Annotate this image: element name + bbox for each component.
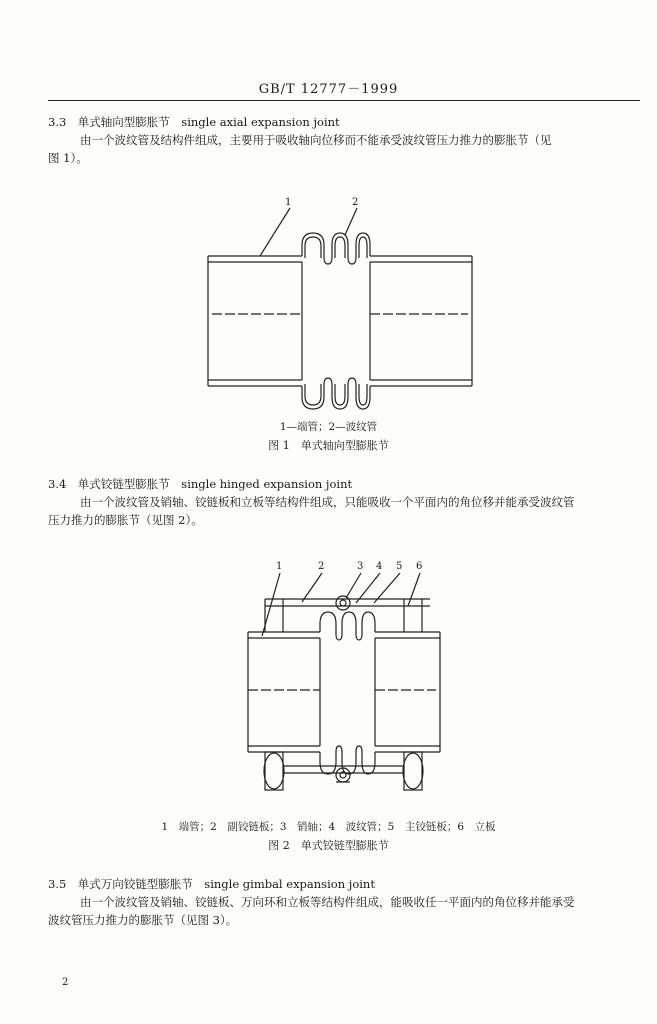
figure-2-callout-4: 4 <box>376 561 383 572</box>
figure-2-callout-1: 1 <box>276 561 283 572</box>
figure-2-legend: 1 端管；2 副铰链板；3 销轴；4 波纹管；5 主铰链板；6 立板 <box>161 821 496 833</box>
section-3-5-body-line2: 波纹管压力推力的膨胀节（见图 3）。 <box>48 913 238 927</box>
section-3-4-body-line2: 压力推力的膨胀节（见图 2）。 <box>48 513 203 527</box>
section-3-3-body-line2: 图 1）。 <box>48 151 88 165</box>
figure-2-title: 图 2 单式铰链型膨胀节 <box>268 839 389 852</box>
figure-1-callout-2: 2 <box>352 197 359 208</box>
figure-1-title: 图 1 单式轴向型膨胀节 <box>268 439 389 452</box>
figure-2-callout-5: 5 <box>396 561 403 572</box>
standard-header: GB/T 12777－1999 <box>258 82 399 97</box>
figure-1-callout-1: 1 <box>285 197 292 208</box>
page-number: 2 <box>62 977 69 988</box>
section-3-4-body-line1: 由一个波纹管及销轴、铰链板和立板等结构件组成，只能吸收一个平面内的角位移并能承受波纹管 <box>80 495 575 509</box>
section-3-3-heading: 3.3 单式轴向型膨胀节 single axial expansion joint <box>48 115 340 129</box>
section-3-5-heading: 3.5 单式万向铰链型膨胀节 single gimbal expansion joint <box>48 877 375 891</box>
figure-2-callout-6: 6 <box>416 561 423 572</box>
section-3-5-body-line1: 由一个波纹管及销轴、铰链板、万向环和立板等结构件组成，能吸收任一平面内的角位移并能承受 <box>80 895 575 909</box>
figure-2-callout-3: 3 <box>357 561 364 572</box>
section-3-3-body-line1: 由一个波纹管及结构件组成，主要用于吸收轴向位移而不能承受波纹管压力推力的膨胀节（见 <box>80 133 552 147</box>
figure-2-callout-2: 2 <box>318 561 325 572</box>
figure-1-legend: 1—端管；2—波纹管 <box>279 421 378 433</box>
section-3-4-heading: 3.4 单式铰链型膨胀节 single hinged expansion joint <box>48 477 353 491</box>
